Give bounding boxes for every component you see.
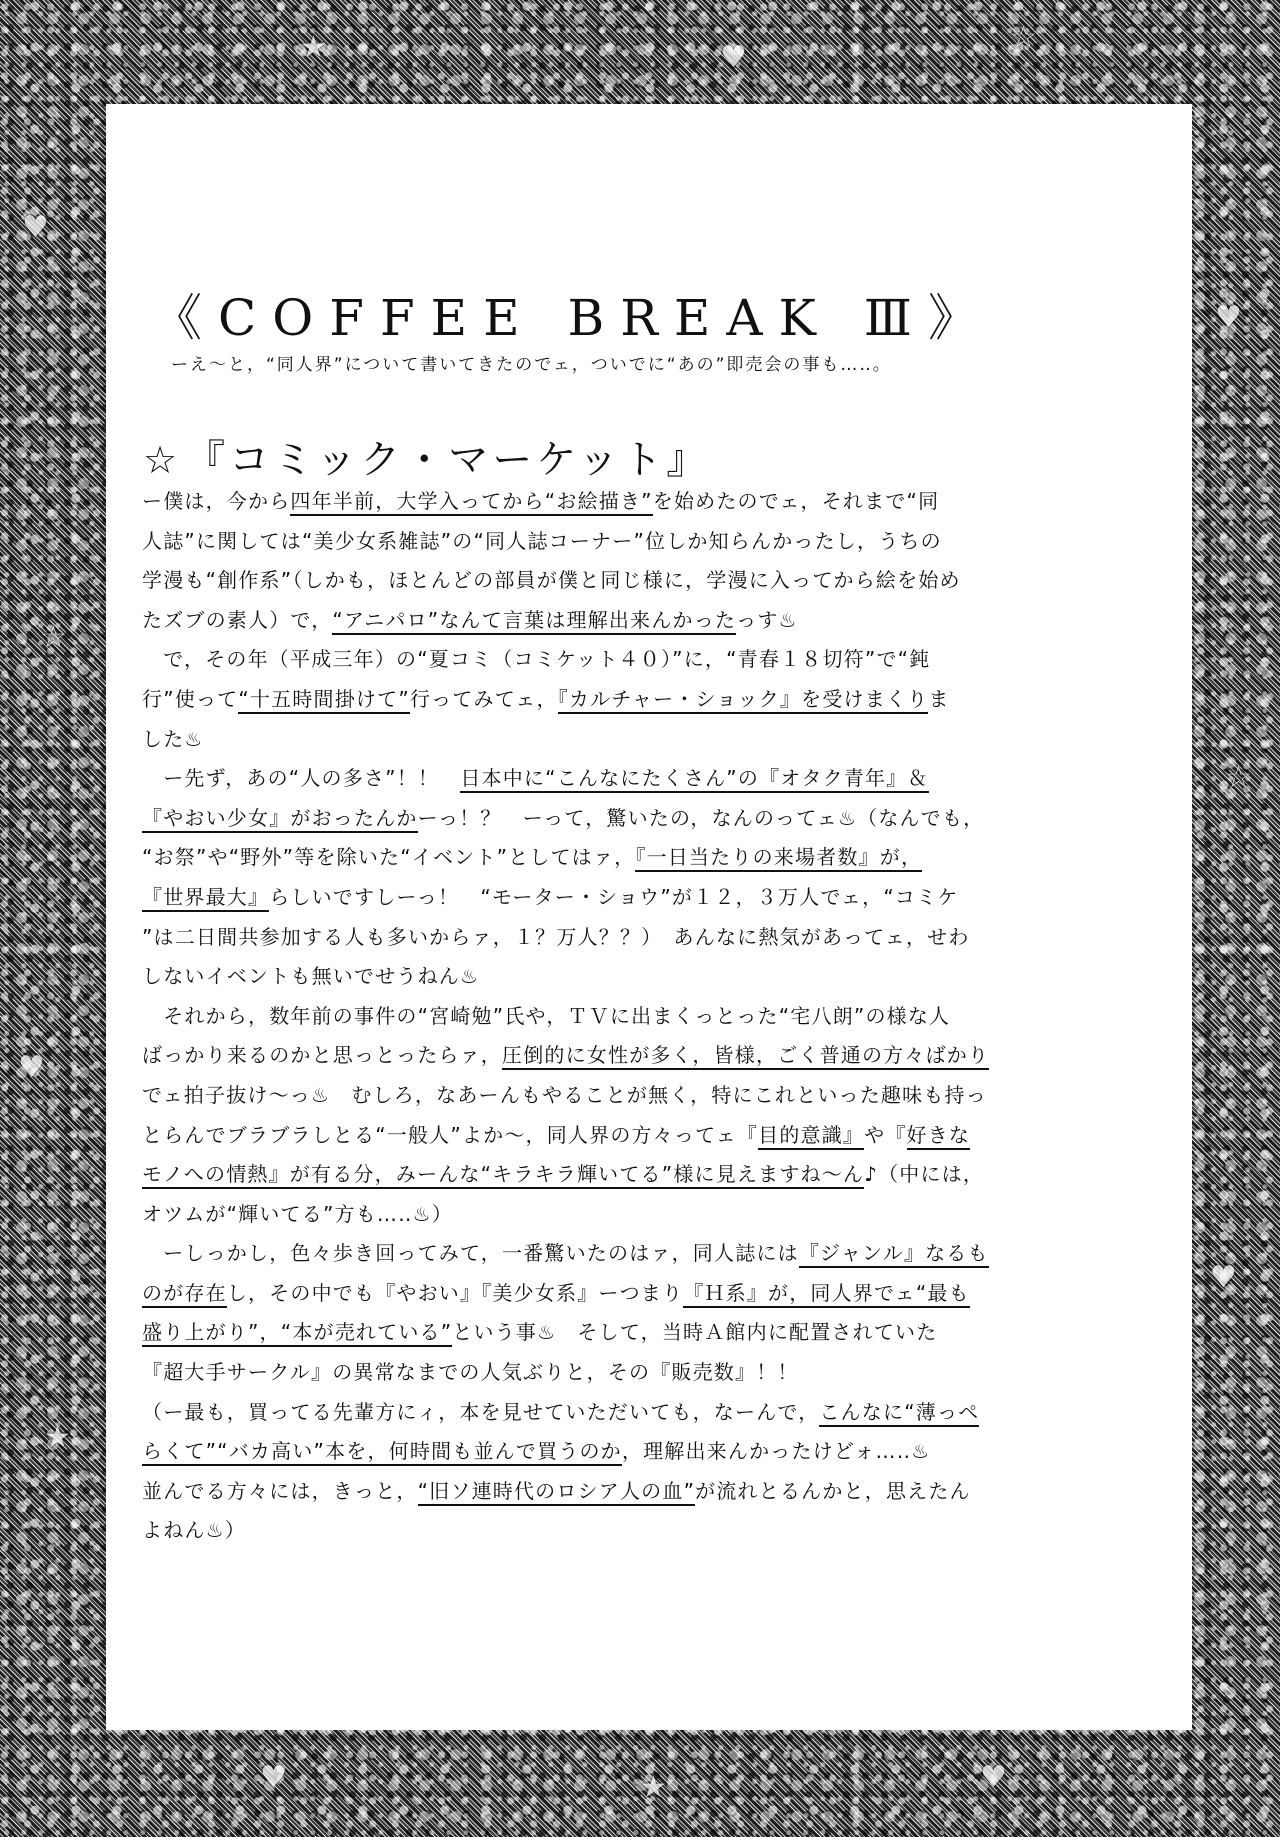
text-line bbox=[142, 680, 1142, 720]
text-segment: っす♨ bbox=[736, 607, 798, 632]
heart-ornament-icon: ♥ bbox=[22, 210, 49, 245]
text-line bbox=[142, 1076, 1142, 1116]
text-line bbox=[142, 1234, 1142, 1274]
text-segment: ー先ず，あの“人の多さ”！！ bbox=[142, 766, 461, 791]
text-line bbox=[142, 799, 1142, 839]
text-segment: とらんでブラブラしとる“一般人”よか～，同人界の方々ってェ『 bbox=[142, 1122, 759, 1147]
heart-ornament-icon: ♥ bbox=[18, 1050, 45, 1085]
text-line bbox=[142, 1313, 1142, 1353]
text-line bbox=[142, 1472, 1142, 1512]
intro-text: ーえ～と，“同人界”について書いてきたのでェ，ついでに“あの”即売会の事も…‥。 bbox=[171, 355, 892, 375]
text-segment: よねん♨） bbox=[142, 1518, 246, 1543]
underlined-text: 日本中に“こんなにたくさん”の『オタク青年』＆ bbox=[460, 766, 928, 793]
text-segment: を始めたのでェ，それまで“同 bbox=[652, 489, 940, 513]
text-segment: ーしっかし，色々歩き回ってみて，一番驚いたのはァ，同人誌には bbox=[142, 1241, 799, 1266]
underlined-text: 好きな bbox=[907, 1123, 971, 1150]
text-segment: それから，数年前の事件の“宮崎勉”氏や，ＴＶに出まくっとった“宅八朗”の様な人 bbox=[142, 1003, 951, 1028]
star-ornament-icon: ☆ bbox=[40, 620, 67, 655]
underlined-text: こんなに“薄っペ bbox=[819, 1400, 979, 1427]
star-ornament-icon: ☆ bbox=[1225, 760, 1252, 795]
text-segment: ーっ！？ ーって，驚いたの，なんのってェ♨（なんでも， bbox=[417, 805, 985, 830]
text-segment: （ー最も，買ってる先輩方にィ，本を見せていただいても，なーんで， bbox=[142, 1399, 820, 1424]
heart-ornament-icon: ♥ bbox=[720, 40, 747, 75]
text-line bbox=[142, 522, 1142, 562]
text-segment: ♪（中には， bbox=[864, 1162, 985, 1187]
text-segment: や『 bbox=[864, 1122, 907, 1147]
text-segment: ばっかり来るのかと思っとったらァ， bbox=[142, 1043, 502, 1068]
text-segment: オツムが“輝いてる”方も…‥♨） bbox=[142, 1201, 454, 1226]
text-line bbox=[142, 1155, 1142, 1195]
heart-ornament-icon: ♥ bbox=[1215, 300, 1242, 335]
text-line bbox=[142, 838, 1142, 878]
heart-ornament-icon: ♥ bbox=[260, 1760, 287, 1795]
underlined-text: モノへの情熱』が有る分，みーんな“キラキラ輝いてる”様に見えますね～ん bbox=[142, 1162, 864, 1189]
underlined-text: 『世界最大』 bbox=[142, 885, 269, 912]
star-ornament-icon: ★ bbox=[300, 30, 327, 65]
section-heading bbox=[143, 428, 710, 485]
article-body bbox=[142, 482, 1142, 1551]
text-segment: ま bbox=[928, 686, 950, 711]
text-segment: でェ拍子抜け～っ♨ むしろ，なあーんもやることが無く，特にこれといった趣味も持っ bbox=[142, 1082, 987, 1107]
underlined-text: 『一日当たりの来場者数』が， bbox=[635, 845, 922, 872]
heart-ornament-icon: ♥ bbox=[1210, 1260, 1237, 1295]
text-line bbox=[142, 1432, 1142, 1472]
page-title: 《COFFEE BREAK Ⅲ》 bbox=[152, 288, 994, 347]
text-line bbox=[142, 1274, 1142, 1314]
text-line bbox=[142, 561, 1142, 601]
text-line bbox=[142, 918, 1142, 958]
text-line bbox=[142, 1036, 1142, 1076]
text-line bbox=[142, 601, 1142, 641]
text-segment: らしいですしーっ！ “モーター・ショウ”が１２，３万人でェ，“コミケ bbox=[269, 884, 959, 909]
text-line bbox=[142, 640, 1142, 680]
text-line bbox=[142, 1353, 1142, 1393]
underlined-text: 目的意識』 bbox=[758, 1123, 864, 1150]
underlined-text: 『ジャンル』なるも bbox=[799, 1241, 989, 1268]
underlined-text: “十五時間掛けて” bbox=[238, 687, 410, 714]
text-segment: という事♨ そして，当時Ａ館内に配置されていた bbox=[452, 1320, 938, 1345]
star-ornament-icon: ★ bbox=[44, 1420, 71, 1455]
heart-ornament-icon: ♥ bbox=[980, 1760, 1007, 1795]
text-segment: した♨ bbox=[142, 726, 204, 751]
text-segment: が流れとるんかと，思えたん bbox=[695, 1478, 971, 1503]
star-ornament-icon: ☆ bbox=[1010, 20, 1037, 55]
underlined-text: “旧ソ連時代のロシア人の血” bbox=[418, 1479, 696, 1506]
text-segment: 人誌”に関しては“美少女系雑誌”の“同人誌コーナー”位しか知らんかったし，うちの bbox=[142, 528, 942, 553]
text-line bbox=[142, 878, 1142, 918]
underlined-text: 『カルチャー・ショック』を受けまくり bbox=[558, 687, 929, 714]
text-line bbox=[142, 759, 1142, 799]
text-line bbox=[142, 1393, 1142, 1433]
text-segment: 並んでる方々には，きっと， bbox=[142, 1478, 418, 1503]
text-line bbox=[142, 997, 1142, 1037]
underlined-text: “アニパロ”なんて言葉は理解出来んかった bbox=[332, 608, 736, 635]
text-segment: ー僕は，今から bbox=[142, 489, 291, 513]
star-ornament-icon: ★ bbox=[640, 1770, 667, 1805]
text-segment: ，理解出来んかったけどォ…‥♨ bbox=[621, 1439, 931, 1464]
text-segment: しないイベントも無いでせうねん♨ bbox=[142, 964, 480, 989]
text-line bbox=[142, 1195, 1142, 1235]
underlined-text: のが存在 bbox=[142, 1281, 227, 1308]
underlined-text: 圧倒的に女性が多く，皆様，ごく普通の方々ばかり bbox=[502, 1043, 989, 1070]
text-segment: 学漫も“創作系”（しかも，ほとんどの部員が僕と同じ様に，学漫に入ってから絵を始め bbox=[142, 568, 961, 593]
text-segment: 行ってみてェ， bbox=[409, 686, 558, 711]
text-segment: たズブの素人）で， bbox=[142, 607, 333, 632]
underlined-text: 『やおい少女』がおったんか bbox=[142, 806, 418, 833]
text-line bbox=[142, 720, 1142, 760]
text-segment: で，その年（平成三年）の“夏コミ（コミケット４０）”に，“青春１８切符”で“鈍 bbox=[142, 647, 931, 672]
section-heading-text: 『コミック・マーケット』 bbox=[185, 437, 711, 483]
text-segment: “お祭”や“野外”等を除いた“イベント”としてはァ， bbox=[142, 845, 636, 870]
underlined-text: 四年半前，大学入ってから“お絵描き” bbox=[290, 489, 652, 516]
star-icon: ☆ bbox=[143, 438, 182, 482]
underlined-text: らくて”“バカ高い”本を，何時間も並んで買うのか bbox=[142, 1439, 622, 1466]
text-line bbox=[142, 1116, 1142, 1156]
underlined-text: 『Ｈ系』が，同人界でェ“最も bbox=[683, 1281, 970, 1308]
text-segment: 『超大手サークル』の異常なまでの人気ぶりと，その『販売数』！！ bbox=[142, 1360, 799, 1385]
text-line bbox=[142, 482, 1142, 522]
text-line bbox=[142, 957, 1142, 997]
text-segment: 行”使って bbox=[142, 686, 239, 711]
text-segment: ”は二日間共参加する人も多いからァ，１？万人？？） あんなに熱気があってェ，せわ bbox=[142, 924, 970, 949]
underlined-text: 盛り上がり”，“本が売れている” bbox=[142, 1320, 452, 1347]
text-line bbox=[142, 1511, 1142, 1551]
text-segment: し，その中でも『やおい』『美少女系』ーつまり bbox=[226, 1280, 684, 1305]
